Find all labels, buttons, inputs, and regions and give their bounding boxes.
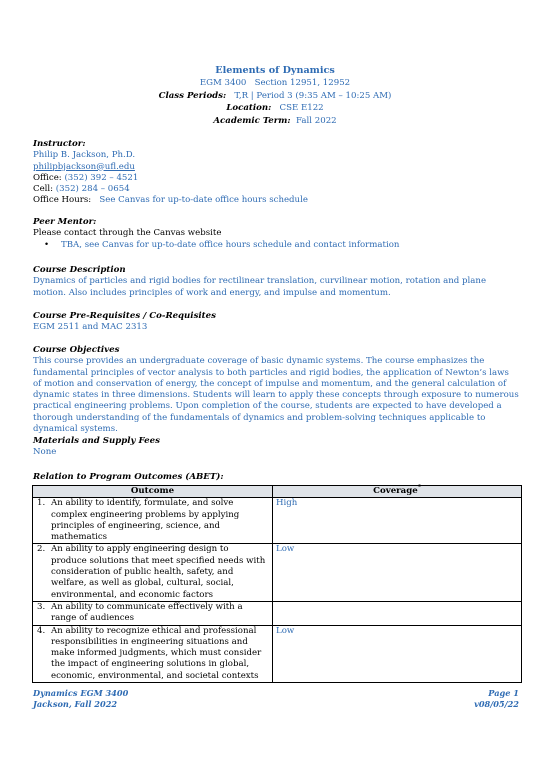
- instructor-name: Philip B. Jackson, Ph.D.: [33, 150, 136, 161]
- outcome-text: An ability to recognize ethical and professional responsibilities in engineering situations and make informed judgments, which must consider the impact of engineering solutions in global, economic, environmental, and societal contexts: [51, 625, 262, 681]
- peer-mentor-bullet: • TBA, see Canvas for up-to-date office hours schedule and contact information: [61, 240, 519, 251]
- materials-text: None: [33, 447, 57, 458]
- outcome-cell: [33, 544, 273, 601]
- coverage-column-header: [273, 486, 522, 498]
- prerequisites-heading: Course Pre-Requisites / Co-Requisites: [33, 311, 216, 321]
- location-label: Location:: [226, 103, 272, 113]
- footer-page-number: Page 1: [488, 688, 519, 698]
- peer-mentor-section: [33, 217, 519, 251]
- page-footer: [33, 688, 519, 710]
- coverage-footnote-mark: *: [417, 484, 421, 492]
- location-value: CSE E122: [279, 103, 324, 113]
- course-objectives-heading: Course Objectives: [33, 345, 120, 355]
- outcome-text: An ability to communicate effectively with a range of audiences: [51, 601, 243, 624]
- academic-term-line: [0, 115, 550, 128]
- instructor-heading: Instructor:: [33, 139, 86, 149]
- outcome-column-header: Outcome: [33, 486, 273, 498]
- prerequisites-section: [33, 311, 519, 334]
- footer-course: Dynamics EGM 3400: [33, 688, 129, 698]
- coverage-cell: [273, 601, 522, 625]
- office-hours-line: [33, 195, 519, 206]
- materials-heading: Materials and Supply Fees: [33, 436, 160, 446]
- materials-section: [33, 436, 519, 459]
- outcome-number: 1.: [37, 498, 46, 509]
- course-description-section: [33, 265, 519, 299]
- outcome-cell: [33, 625, 273, 682]
- location-line: [0, 102, 550, 115]
- academic-term-value: Fall 2022: [296, 115, 337, 126]
- peer-mentor-heading: Peer Mentor:: [33, 217, 97, 227]
- course-section: EGM 3400 Section 12951, 12952: [199, 78, 351, 88]
- coverage-cell: High: [273, 498, 522, 544]
- office-hours-value: See Canvas for up-to-date office hours schedule: [99, 195, 308, 206]
- cell-label: Cell:: [33, 184, 54, 195]
- outcome-number: 2.: [37, 544, 46, 555]
- course-description-heading: Course Description: [33, 265, 126, 275]
- office-phone: (352) 392 – 4521: [64, 172, 139, 183]
- coverage-header-label: Coverage: [373, 486, 418, 496]
- table-row: [33, 544, 522, 601]
- outcome-text: An ability to apply engineering design to produce solutions that meet specified needs with consideration of public health, safety, and welfare, as well as global, cultural, social, environmental, and economic factors: [51, 544, 266, 600]
- abet-heading-block: [33, 472, 519, 483]
- outcome-cell: [33, 601, 273, 625]
- footer-instructor-term: Jackson, Fall 2022: [33, 699, 118, 709]
- cell-phone: (352) 284 – 0654: [55, 184, 130, 195]
- footer-version: v08/05/22: [474, 699, 519, 709]
- instructor-section: [33, 139, 519, 207]
- prerequisites-text: EGM 2511 and MAC 2313: [33, 322, 148, 333]
- office-phone-line: [33, 173, 519, 184]
- outcome-cell: [33, 498, 273, 544]
- table-row: [33, 601, 522, 625]
- course-header: [0, 65, 550, 127]
- coverage-cell: Low: [273, 544, 522, 601]
- course-description-text: Dynamics of particles and rigid bodies for rectilinear translation, curvilinear motion, rotation and plane motion. Also includes principles of work and energy, and impulse and momentum.: [33, 276, 487, 298]
- academic-term-label: Academic Term:: [213, 115, 291, 126]
- instructor-email-link[interactable]: philipbjackson@ufl.edu: [33, 161, 135, 172]
- office-hours-label: Office Hours:: [33, 195, 92, 206]
- table-row: [33, 498, 522, 544]
- course-objectives-text: This course provides an undergraduate coverage of basic dynamic systems. The course emphasizes the fundamental principles of vector analysis to both particles and rigid bodies, the application of Newton’s laws of motion and conservation of energy, the concept of impulse and momentum, and the general calculation of dynamic states in three dimensions. Students will learn to apply these concepts through exposure to numerous practical engineering problems. Upon completion of the course, students are expected to have developed a thorough understanding of the fundamentals of dynamics and problem-solving techniques applicable to dynamical systems.: [33, 356, 519, 435]
- course-objectives-section: [33, 345, 519, 435]
- table-header-row: [33, 486, 522, 498]
- cell-phone-line: [33, 184, 519, 195]
- class-periods-line: [0, 90, 550, 103]
- abet-heading: Relation to Program Outcomes (ABET):: [33, 472, 224, 482]
- office-label: Office:: [33, 172, 62, 183]
- class-periods-value: T,R | Period 3 (9:35 AM – 10:25 AM): [234, 90, 392, 101]
- outcome-text: An ability to identify, formulate, and solve complex engineering problems by applying principles of engineering, science, and mathematics: [51, 498, 240, 543]
- coverage-cell: Low: [273, 625, 522, 682]
- table-row: [33, 625, 522, 682]
- outcome-number: 4.: [37, 625, 46, 636]
- outcome-number: 3.: [37, 601, 46, 612]
- peer-mentor-list: [33, 240, 519, 251]
- abet-outcomes-table: [32, 485, 522, 683]
- course-title: Elements of Dynamics: [215, 65, 335, 76]
- class-periods-label: Class Periods:: [158, 90, 227, 101]
- peer-mentor-text: Please contact through the Canvas website: [33, 228, 222, 239]
